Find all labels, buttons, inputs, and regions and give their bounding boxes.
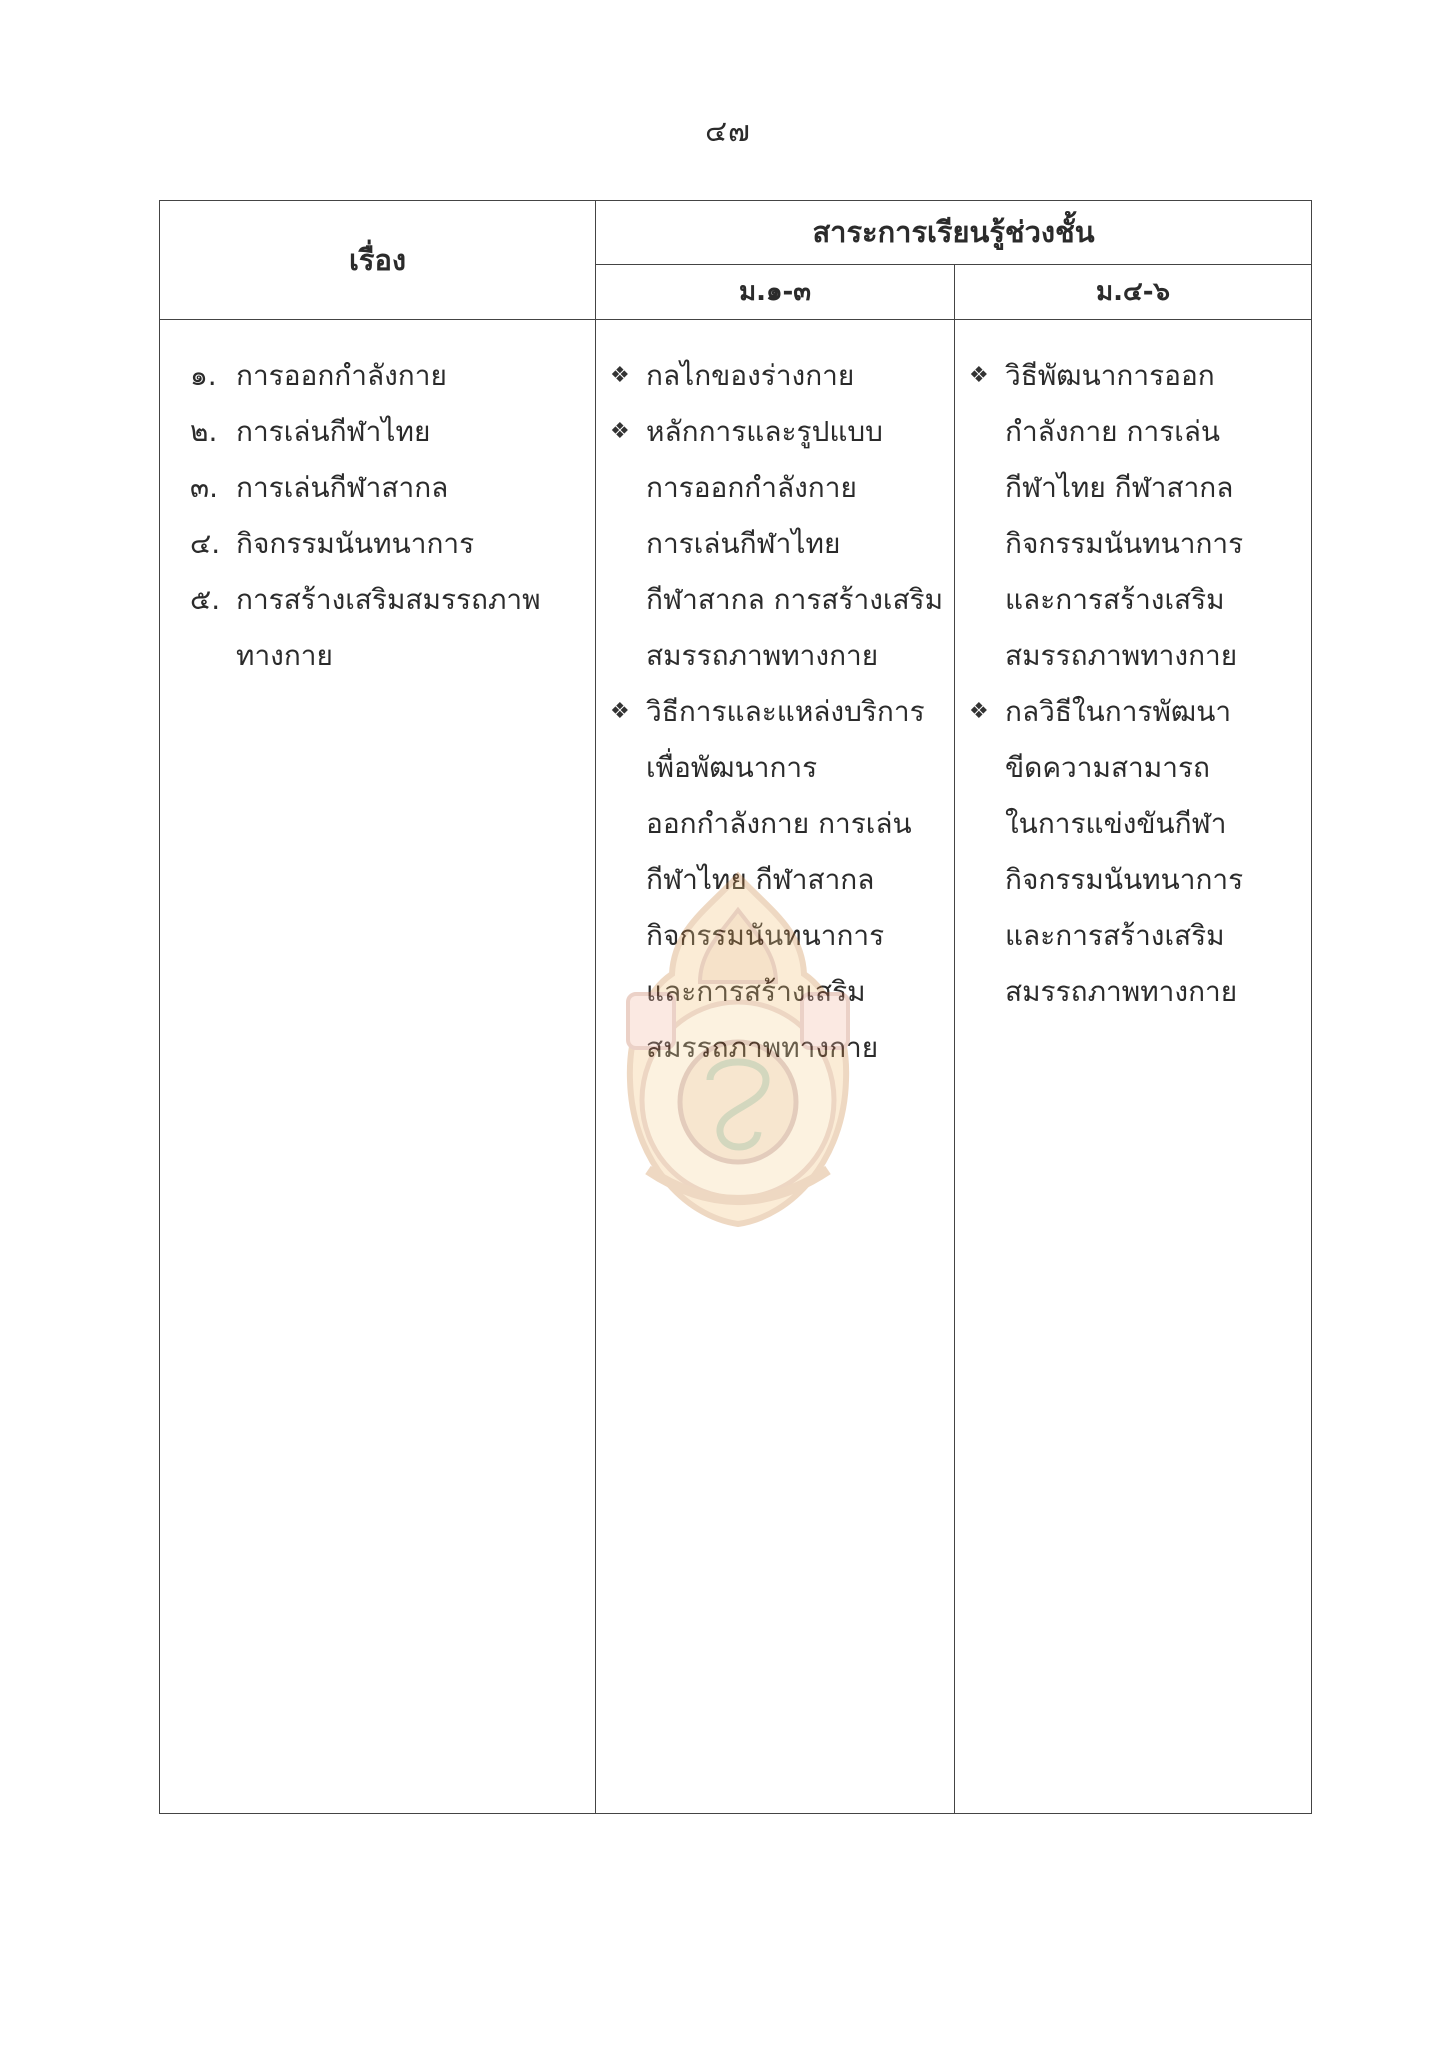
topic-text-line: การสร้างเสริมสมรรถภาพ <box>236 583 541 616</box>
content-line: สมรรถภาพทางกาย <box>1005 639 1238 672</box>
content-line: ขีดความสามารถ <box>1005 751 1210 784</box>
curriculum-table <box>159 200 1312 1814</box>
topic-item <box>190 460 595 516</box>
topic-text: การเล่นกีฬาสากล <box>236 471 449 504</box>
topic-number: ๕. <box>190 583 221 616</box>
content-text <box>1005 348 1243 684</box>
content-line: กลวิธีในการพัฒนา <box>1005 695 1232 728</box>
topic-text: การออกกำลังกาย <box>236 359 447 392</box>
topic-item <box>190 516 595 572</box>
content-line: เพื่อพัฒนาการ <box>646 751 818 784</box>
content-line: และการสร้างเสริม <box>646 975 866 1008</box>
content-text <box>1005 684 1243 1020</box>
topic-number: ๔. <box>190 527 221 560</box>
content-line: กิจกรรมนันทนาการ <box>1005 863 1244 896</box>
content-text <box>646 348 854 404</box>
content-line: กำลังกาย การเล่น <box>1005 415 1221 448</box>
content-line: กีฬาไทย กีฬาสากล <box>1005 471 1234 504</box>
bullet-diamond-icon: ❖ <box>610 419 630 444</box>
content-line: ออกกำลังกาย การเล่น <box>646 807 912 840</box>
topic-number: ๑. <box>190 359 217 392</box>
topic-text: กิจกรรมนันทนาการ <box>236 527 475 560</box>
topic-list <box>160 320 595 684</box>
content-line: การเล่นกีฬาไทย <box>646 527 841 560</box>
content-line: วิธีการและแหล่งบริการ <box>646 695 925 728</box>
content-line: วิธีพัฒนาการออก <box>1005 359 1215 392</box>
lower-content-cell <box>596 320 955 1814</box>
topics-cell <box>160 320 596 1814</box>
content-line: กิจกรรมนันทนาการ <box>646 919 885 952</box>
upper-content-list <box>955 320 1311 1020</box>
content-line: สมรรถภาพทางกาย <box>1005 975 1238 1008</box>
content-line: กีฬาสากล การสร้างเสริม <box>646 583 944 616</box>
content-line: กีฬาไทย กีฬาสากล <box>646 863 875 896</box>
content-line: สมรรถภาพทางกาย <box>646 639 879 672</box>
content-line: กลไกของร่างกาย <box>646 359 855 392</box>
content-line: หลักการและรูปแบบ <box>646 415 883 448</box>
content-text <box>646 684 925 1076</box>
content-item <box>969 684 1311 1020</box>
topic-text <box>236 572 546 684</box>
topic-number: ๓. <box>190 471 219 504</box>
content-item <box>610 348 954 404</box>
header-level-upper: ม.๔-๖ <box>955 264 1312 319</box>
bullet-diamond-icon: ❖ <box>610 363 630 388</box>
content-item <box>610 404 954 684</box>
content-line: กิจกรรมนันทนาการ <box>1005 527 1244 560</box>
topic-item <box>190 404 595 460</box>
bullet-diamond-icon: ❖ <box>969 699 989 724</box>
content-line: และการสร้างเสริม <box>1005 583 1225 616</box>
topic-item <box>190 348 595 404</box>
topic-number: ๒. <box>190 415 218 448</box>
content-text <box>646 404 943 684</box>
upper-content-cell <box>955 320 1312 1814</box>
lower-content-list <box>596 320 954 1076</box>
header-learning-content: สาระการเรียนรู้ช่วงชั้น <box>596 201 1312 265</box>
content-line: ในการแข่งขันกีฬา <box>1005 807 1227 840</box>
header-level-lower: ม.๑-๓ <box>596 264 955 319</box>
bullet-diamond-icon: ❖ <box>969 363 989 388</box>
topic-item <box>190 572 595 684</box>
page-number: ๔๗ <box>705 114 751 148</box>
topic-text-line: ทางกาย <box>236 639 333 672</box>
content-line: และการสร้างเสริม <box>1005 919 1225 952</box>
content-item <box>610 684 954 1076</box>
content-line: สมรรถภาพทางกาย <box>646 1031 879 1064</box>
topic-text: การเล่นกีฬาไทย <box>236 415 431 448</box>
header-topic: เรื่อง <box>160 201 596 320</box>
bullet-diamond-icon: ❖ <box>610 699 630 724</box>
content-item <box>969 348 1311 684</box>
content-line: การออกกำลังกาย <box>646 471 857 504</box>
